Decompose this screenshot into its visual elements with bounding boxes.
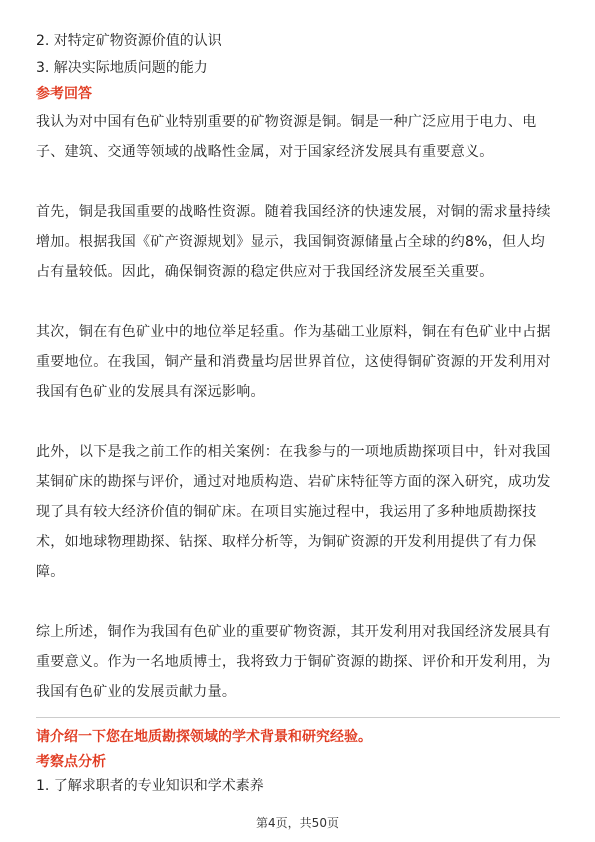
paragraph-line: 重要地位。在我国，铜产量和消费量均居世界首位，这使得铜矿资源的开发利用对 (36, 354, 551, 370)
paragraph-line: 首先，铜是我国重要的战略性资源。随着我国经济的快速发展，对铜的需求量持续 (36, 204, 551, 220)
answer-paragraph-2 (36, 197, 560, 287)
list-item: 2. 对特定矿物资源价值的认识 (36, 33, 222, 49)
analysis-heading: 考察点分析 (36, 754, 106, 770)
section-divider (36, 717, 560, 718)
paragraph-line: 障。 (36, 564, 65, 580)
paragraph-line: 此外，以下是我之前工作的相关案例：在我参与的一项地质勘探项目中，针对我国 (36, 444, 551, 460)
page-footer: 第4页，共50页 (256, 816, 339, 830)
paragraph-line: 我国有色矿业的发展贡献力量。 (36, 684, 237, 700)
paragraph-gap (36, 587, 560, 617)
paragraph-line: 我认为对中国有色矿业特别重要的矿物资源是铜。铜是一种广泛应用于电力、电 (36, 114, 537, 130)
answer-paragraph-5 (36, 617, 560, 707)
paragraph-line: 增加。根据我国《矿产资源规划》显示，我国铜资源储量占全球的约8%，但人均 (36, 234, 546, 250)
list-item: 3. 解决实际地质问题的能力 (36, 60, 208, 76)
paragraph-line: 某铜矿床的勘探与评价，通过对地质构造、岩矿床特征等方面的深入研究，成功发 (36, 474, 551, 490)
analysis-list (36, 775, 560, 797)
answer-heading: 参考回答 (36, 86, 92, 102)
paragraph-gap (36, 167, 560, 197)
paragraph-line: 我国有色矿业的发展具有深远影响。 (36, 384, 265, 400)
paragraph-line: 其次，铜在有色矿业中的地位举足轻重。作为基础工业原料，铜在有色矿业中占据 (36, 324, 551, 340)
answer-paragraph-1 (36, 107, 560, 167)
next-question: 请介绍一下您在地质勘探领域的学术背景和研究经验。 (36, 729, 372, 745)
answer-paragraph-3 (36, 317, 560, 407)
paragraph-line: 重要意义。作为一名地质博士，我将致力于铜矿资源的勘探、评价和开发利用，为 (36, 654, 551, 670)
paragraph-line: 子、建筑、交通等领域的战略性金属，对于国家经济发展具有重要意义。 (36, 144, 494, 160)
paragraph-gap (36, 287, 560, 317)
top-list (36, 30, 560, 79)
paragraph-line: 术，如地球物理勘探、钻探、取样分析等，为铜矿资源的开发利用提供了有力保 (36, 534, 537, 550)
paragraph-line: 综上所述，铜作为我国有色矿业的重要矿物资源，其开发利用对我国经济发展具有 (36, 624, 551, 640)
document-page (36, 30, 560, 802)
answer-paragraph-4 (36, 437, 560, 587)
list-item: 1. 了解求职者的专业知识和学术素养 (36, 778, 264, 794)
paragraph-line: 占有量较低。因此，确保铜资源的稳定供应对于我国经济发展至关重要。 (36, 264, 494, 280)
paragraph-line: 现了具有较大经济价值的铜矿床。在项目实施过程中，我运用了多种地质勘探技 (36, 504, 537, 520)
paragraph-gap (36, 407, 560, 437)
